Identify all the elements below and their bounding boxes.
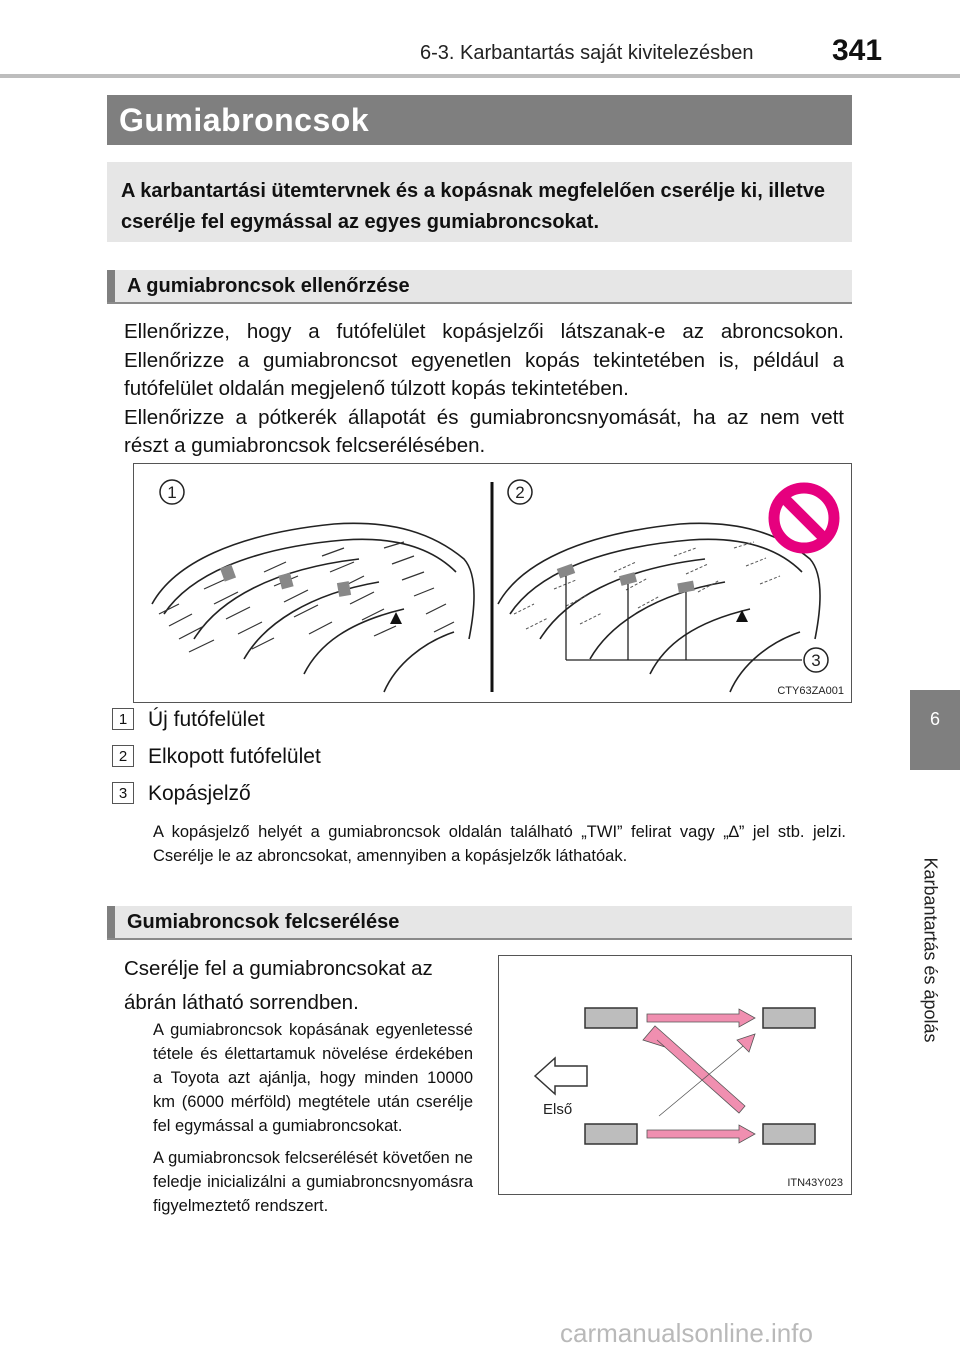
figure-label-1: 1 (167, 483, 177, 502)
section1-paragraph-2: Ellenőrizze a pótkerék állapotát és gumiabroncsnyomását, ha az nem vett részt a gumiabroncsok felcserélésében. (124, 405, 844, 457)
rotation-figure (498, 955, 852, 1195)
tire-rear-right (763, 1124, 815, 1144)
front-label: Első (543, 1101, 573, 1118)
list-item (112, 708, 265, 732)
rotation-notes (153, 1018, 473, 1226)
arrow-front-right (647, 1009, 755, 1027)
intro-box: A karbantartási ütemtervnek és a kopásnak megfelelően cserélje ki, illetve cserélje fel egymással az egyes gumiabroncsokat. (107, 162, 852, 242)
arrow-rear-right (647, 1125, 755, 1143)
page-title: Gumiabroncsok (107, 95, 852, 145)
section-heading-text: A gumiabroncsok ellenőrzése (127, 275, 410, 297)
front-direction-arrow (535, 1058, 587, 1094)
section1-body (124, 318, 844, 461)
section-heading-check (107, 270, 852, 304)
figure-label-3: 3 (811, 651, 821, 670)
page-number: 341 (832, 34, 883, 67)
tread-figure (133, 463, 852, 703)
header-rule (0, 74, 960, 78)
figure-code: ITN43Y023 (787, 1177, 843, 1189)
section-heading-rotation (107, 906, 852, 940)
figure-code: CTY63ZA001 (777, 685, 844, 697)
tire-front-right (763, 1008, 815, 1028)
watermark: carmanualsonline.info (560, 1318, 813, 1348)
section-bar (107, 270, 115, 302)
prohibition-icon (774, 488, 834, 548)
item-text: Kopásjelző (148, 782, 251, 805)
rotation-note-1: A gumiabroncsok kopásának egyenletessé tétele és élettartamuk növelése érdekében a Toyota azt ajánlja, hogy minden 10000 km (6000 mérföld) megtétele után cserélje fel egymással a gumiabroncsokat. (153, 1021, 473, 1135)
list-item (112, 782, 251, 806)
section-heading-text: Gumiabroncsok felcserélése (127, 911, 400, 933)
item-text: Új futófelület (148, 708, 265, 731)
item-text: Elkopott futófelület (148, 745, 321, 768)
tire-front-left (585, 1008, 637, 1028)
chapter-label: Karbantartás és ápolás (920, 857, 941, 1043)
tire-rear-left (585, 1124, 637, 1144)
chapter-tab: 6 (910, 690, 960, 770)
item-number: 1 (112, 708, 134, 730)
section-bar (107, 906, 115, 938)
running-header: 6-3. Karbantartás saját kivitelezésben (420, 42, 754, 64)
arrow-rear-right-to-front-left (643, 1026, 745, 1113)
figure-label-2: 2 (515, 483, 525, 502)
rotation-diagram (499, 956, 850, 1193)
wear-indicator-note: A kopásjelző helyét a gumiabroncsok oldalán található „TWI” felirat vagy „∆” jel stb. jelzi. Cserélje le az abroncsokat, amennyiben a kopásjelzők láthatóak. (153, 823, 846, 865)
list-item (112, 745, 321, 769)
rotation-note-2: A gumiabroncsok felcserélését követően ne feledje inicializálni a gumiabroncsnyomásra figyelmeztető rendszert. (153, 1149, 473, 1215)
item-number: 2 (112, 745, 134, 767)
tread-illustration (134, 464, 850, 701)
rotation-instruction: Cserélje fel a gumiabroncsokat az ábrán látható sorrendben. (124, 957, 433, 1014)
item-number: 3 (112, 782, 134, 804)
section1-paragraph-1: Ellenőrizze, hogy a futófelület kopásjelzői látszanak-e az abroncsokon. Ellenőrizze a gumiabroncsot egyenetlen kopás tekintetében is, például a futófelület oldalán megjelenő túlzott kopás tekintetében. (124, 320, 844, 400)
